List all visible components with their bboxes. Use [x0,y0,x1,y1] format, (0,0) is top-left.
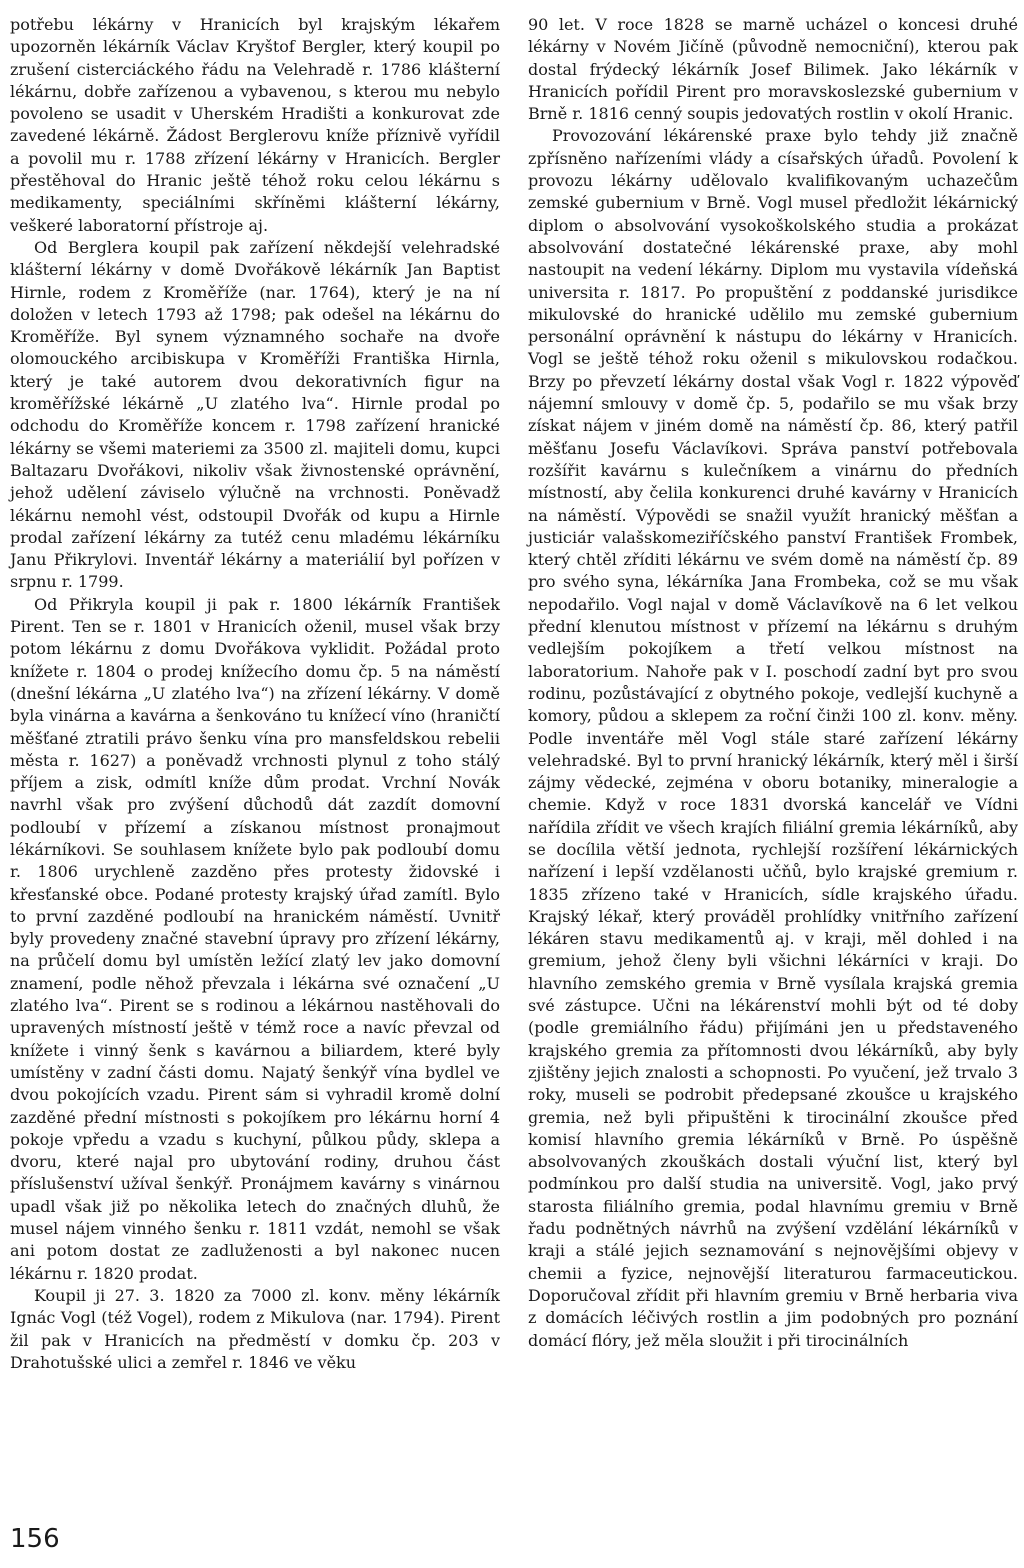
page-number: 156 [10,1524,60,1554]
right-column [528,14,1018,1352]
paragraph: Provozování lékárenské praxe bylo tehdy již značně zpřísněno nařízeními vlády a císařských úřadů. Povolení k provozu lékárny udělovalo kvalifikovaným uchazečům zemské gubernium v Brně. Vogl musel předložit lékárnický diplom o absolvování vysokoškolského studia a prokázat absolvování dostatečné lékárenské praxe, aby mohl nastoupit na vedení lékárny. Diplom mu vystavila vídeňská universita r. 1817. Po propuštění z poddanské jurisdikce mikulovské do hranické udělilo mu zemské gubernium personální oprávnění k nástupu do lékárny v Hranicích. Vogl se ještě téhož roku oženil s mikulovskou rodačkou. Brzy po převzetí lékárny dostal však Vogl r. 1822 výpověď nájemní smlouvy v domě čp. 5, podařilo se mu však brzy získat nájem v jiném domě na náměstí čp. 86, který patřil měšťanu Josefu Václavíkovi. Správa panství potřebovala rozšířit kavárnu s kulečníkem a vinárnu do předních místností, aby čelila konkurenci druhé kavárny v Hranicích na náměstí. Výpovědi se snažil využít hranický měšťan a justiciár valašskomeziříčského panství František Frombek, který chtěl zříditi lékárnu ve svém domě na náměstí čp. 89 pro svého syna, lékárníka Jana Frombeka, což se mu však nepodařilo. Vogl najal v domě Václavíkově na 6 let velkou přední klenutou místnost v přízemí na lékárnu s druhým vedlejším pokojíkem a třetí velkou místnost na laboratorium. Nahoře pak v I. poschodí zadní byt pro svou rodinu, pozůstávající z obytného pokoje, vedlejší kuchyně a komory, půdou a sklepem za roční činži 100 zl. konv. měny. Podle inventáře měl Vogl stále staré zařízení lékárny velehradské. Byl to první hranický lékárník, který měl i širší zájmy vědecké, zejména v oboru botaniky, mineralogie a chemie. Když v roce 1831 dvorská kancelář ve Vídni nařídila zřídit ve všech krajích filiální gremia lékárníků, aby se docílila větší jednota, rychlejší rozšíření lékárnických nařízení i lepší vzdělanosti učňů, bylo krajské gremium r. 1835 zřízeno také v Hranicích, sídle krajského úřadu. Krajský lékař, který prováděl prohlídky vnitřního zařízení lékáren stavu medikamentů aj. v kraji, měl dohled i na gremium, jehož členy byli všichni lékárníci v kraji. Do hlavního zemského gremia v Brně vysílala krajská gremia své zástupce. Učni na lékárenství mohli být od té doby (podle gremiálního řádu) přijímáni jen u představeného krajského gremia za přítomnosti dvou lékárníků, aby byly zjištěny jejich znalosti a schopnosti. Po vyučení, jež trvalo 3 roky, museli se podrobit předepsané zkoušce u krajského gremia, než byli připuštěni k tirocinální zkoušce před komisí hlavního gremia lékárníků v Brně. Po úspěšně absolvovaných zkouškách dostali výuční list, který byl podmínkou pro další studia na universitě. Vogl, jako prvý starosta filiálního gremia, podal hlavnímu gremiu v Brně řadu podnětných návrhů na zvýšení vzdělání lékárníků v kraji a stálé jejich seznamování s nejnovějšími objevy v chemii a fyzice, nejnovější literaturou farmaceutickou. Doporučoval zřídit při hlavním gremiu v Brně herbaria viva z domácích léčivých rostlin a jim podobných pro poznání domácí flóry, jež měla sloužit i při tirocinálních [528,126,1018,1350]
paragraph: potřebu lékárny v Hranicích byl krajským lékařem upozorněn lékárník Václav Kryštof Bergler, který koupil po zrušení cisterciáckého řádu na Velehradě r. 1786 klášterní lékárnu, dobře zařízenou a vybavenou, s kterou mu nebylo povoleno se usadit v Uherském Hradišti a konkurovat zde zavedené lékárně. Žádost Berglerovu kníže příznivě vyřídil a povolil mu r. 1788 zřízení lékárny v Hranicích. Bergler přestěhoval do Hranic ještě téhož roku celou lékárnu s medikamenty, speciálními skříněmi klášterní lékárny, veškeré laboratorní přístroje aj. [10,15,500,235]
paragraph: Od Přikryla koupil ji pak r. 1800 lékárník František Pirent. Ten se r. 1801 v Hranicích oženil, musel však brzy potom lékárnu z domu Dvořákova vyklidit. Požádal proto knížete r. 1804 o prodej knížecího domu čp. 5 na náměstí (dnešní lékárna „U zlatého lva“) na zřízení lékárny. V domě byla vinárna a kavárna a šenkováno tu knížecí víno (hraničtí měšťané ztratili právo šenku vína pro mansfeldskou rebelii města r. 1627) a poněvadž vrchnosti plynul z toho stálý příjem a zisk, odmítl kníže dům prodat. Vrchní Novák navrhl však pro zvýšení důchodů dát zazdít domovní podloubí v přízemí a získanou místnost pronajmout lékárníkovi. Se souhlasem knížete bylo pak podloubí domu r. 1806 urychleně zazděno přes protesty židovské i křesťanské obce. Podané protesty krajský úřad zamítl. Bylo to první zazděné podloubí na hranickém náměstí. Uvnitř byly provedeny značné stavební úpravy pro zřízení lékárny, na průčelí domu byl umístěn ležící zlatý lev jako domovní znamení, podle něhož převzala i lékárna své označení „U zlatého lva“. Pirent se s rodinou a lékárnou nastěhovali do upravených místností ještě v témž roce a navíc převzal od knížete i vinný šenk s kavárnou a biliardem, které byly umístěny v zadní části domu. Najatý šenkýř vína bydlel ve dvou pokojících vzadu. Pirent sám si vyhradil kromě dolní zazděné přední místnosti s pokojíkem pro lékárnu horní 4 pokoje vpředu a vzadu s kuchyní, půlkou půdy, sklepa a dvoru, které najal pro ubytování rodiny, druhou část příslušenství užíval šenkýř. Pronájmem kavárny s vinárnou upadl však již po několika letech do značných dluhů, že musel nájem vinného šenku r. 1811 vzdát, nemohl se však ani potom dostat ze zadluženosti a byl nakonec nucen lékárnu r. 1820 prodat. [10,594,500,1283]
left-column [10,14,500,1374]
paragraph: 90 let. V roce 1828 se marně ucházel o koncesi druhé lékárny v Novém Jičíně (původně nemocniční), kterou pak dostal frýdecký lékárník Josef Bilimek. Jako lékárník v Hranicích pořídil Pirent pro moravskoslezské gubernium v Brně r. 1816 cenný soupis jedovatých rostlin v okolí Hranic. [528,15,1018,124]
paragraph: Od Berglera koupil pak zařízení někdejší velehradské klášterní lékárny v domě Dvořákově lékárník Jan Baptist Hirnle, rodem z Kroměříže (nar. 1764), který je na ní doložen v letech 1793 až 1798; pak odešel na lékárnu do Kroměříže. Byl synem významného sochaře na dvoře olomouckého arcibiskupa v Kroměříži Františka Hirnla, který je také autorem dvou dekorativních figur na kroměřížské lékárně „U zlatého lva“. Hirnle prodal po odchodu do Kroměříže koncem r. 1798 zařízení hranické lékárny se všemi materiemi za 3500 zl. majiteli domu, kupci Baltazaru Dvořákovi, nikoliv však živnostenské oprávnění, jehož udělení záviselo výlučně na vrchnosti. Poněvadž lékárnu nemohl vést, odstoupil Dvořák od kupu a Hirnle prodal zařízení lékárny za tutéž cenu mladému lékárníku Janu Přikrylovi. Inventář lékárny a materiálií byl pořízen v srpnu r. 1799. [10,237,500,592]
paragraph: Koupil ji 27. 3. 1820 za 7000 zl. konv. měny lékárník Ignác Vogl (též Vogel), rodem z Mikulova (nar. 1794). Pirent žil pak v Hranicích na předměstí v domku čp. 203 v Drahotušské ulici a zemřel r. 1846 ve věku [10,1285,500,1372]
